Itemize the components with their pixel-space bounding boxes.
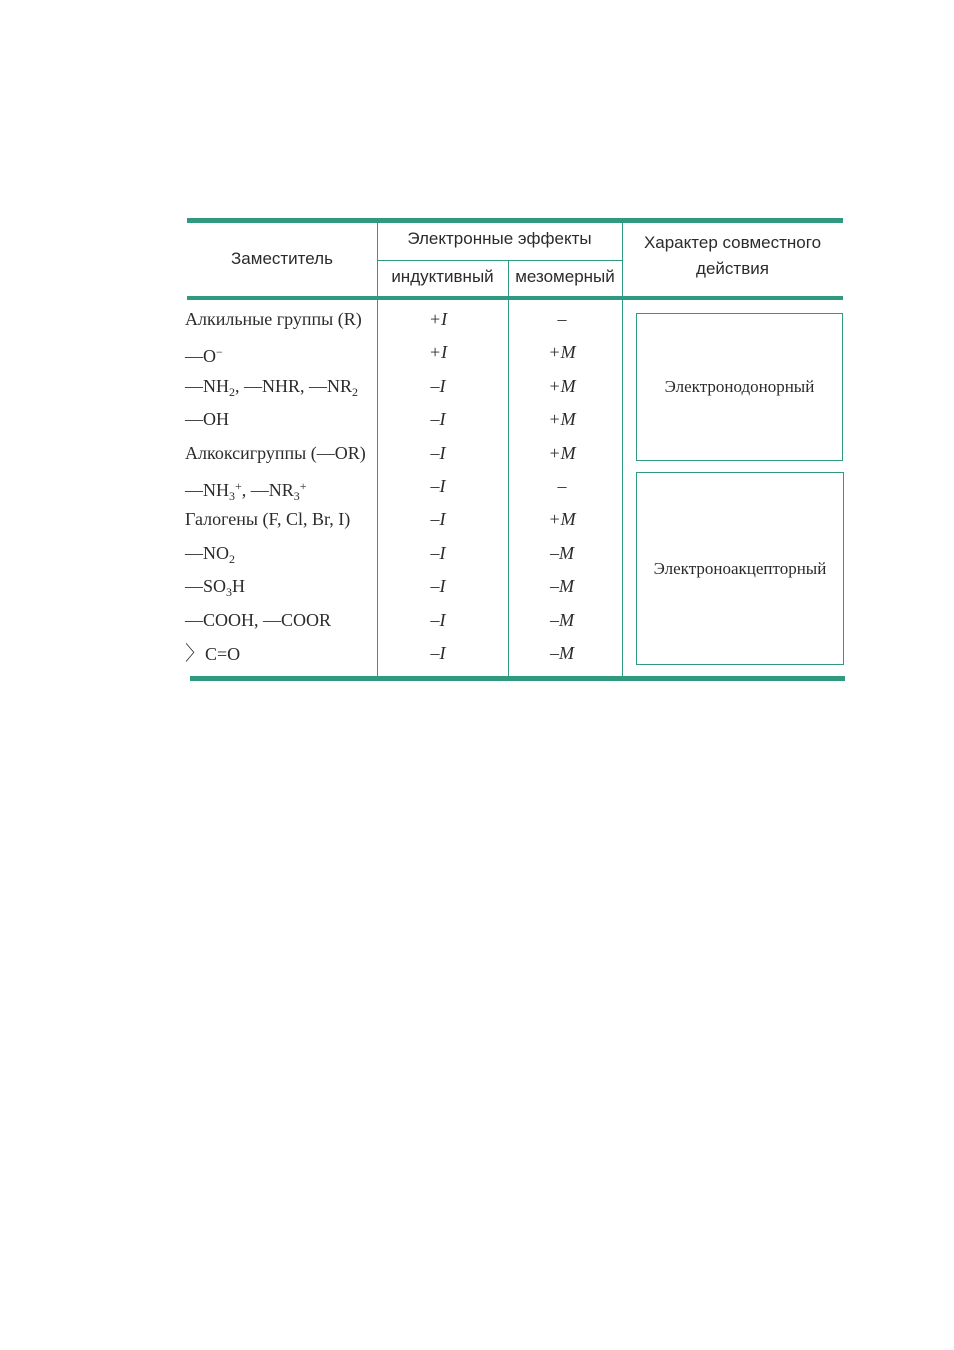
substituent-cell [185, 440, 380, 466]
acceptor-group-box [636, 472, 844, 665]
substituent-cell [185, 306, 380, 332]
substituent-cell [185, 573, 380, 599]
col-divider-3 [622, 223, 623, 678]
substituent-text: 2 [229, 384, 235, 399]
substituent-text: —NO [185, 542, 229, 563]
mesomeric-cell: +M [548, 409, 576, 430]
mesomeric-cell: +M [548, 375, 576, 396]
inductive-cell: –I [430, 509, 446, 530]
substituent-text: —NH [185, 480, 229, 500]
bottom-rule [190, 676, 845, 681]
substituent-text: + [235, 479, 242, 493]
substituent-text: 3 [226, 585, 233, 600]
header-combined-line2: действия [696, 259, 769, 278]
mesomeric-cell: –M [550, 542, 574, 563]
inductive-cell: +I [428, 309, 448, 329]
substituent-text: , —NHR, —NR [235, 375, 353, 396]
header-bottom-rule [187, 296, 843, 300]
substituent-text: 3 [229, 489, 235, 503]
top-rule [187, 218, 843, 223]
mesomeric-cell: +M [548, 509, 576, 530]
mesomeric-cell: –M [550, 576, 574, 597]
effects-divider [377, 260, 622, 261]
mesomeric-cell: +M [548, 342, 576, 363]
substituent-cell [185, 640, 380, 666]
substituent-text: Алкоксигруппы (—OR) [185, 442, 366, 463]
mesomeric-cell: –M [550, 609, 574, 630]
substituent-text: H [232, 576, 246, 597]
substituent-text: Галогены (F, Cl, Br, I) [185, 509, 351, 530]
substituent-cell [185, 373, 380, 399]
donor-label: Электронодонорный [664, 377, 815, 396]
header-electronic-effects: Электронные эффекты [407, 229, 592, 248]
substituent-text: —OH [185, 409, 229, 430]
carbonyl-bracket: 〉 [185, 641, 205, 665]
mesomeric-cell: – [557, 476, 567, 496]
substituent-text: C=O [205, 644, 241, 664]
inductive-cell: –I [430, 409, 446, 430]
header-substituent: Заместитель [231, 249, 333, 268]
substituent-text: —NH [185, 375, 229, 396]
inductive-cell: –I [430, 643, 446, 663]
substituent-text: 2 [229, 551, 235, 566]
substituent-text: + [299, 479, 307, 493]
header-combined-line1: Характер совместного [643, 233, 822, 252]
substituent-cell [185, 473, 380, 503]
substituent-text: —SO [185, 576, 227, 597]
inductive-cell: –I [430, 476, 446, 496]
substituent-text: , —NR [241, 480, 294, 500]
mesomeric-cell: –M [550, 643, 574, 663]
substituent-cell [185, 339, 380, 365]
substituent-text: 3 [293, 489, 300, 503]
substituent-text: —COOH, —COOR [185, 609, 332, 630]
header-inductive: индуктивный [391, 267, 494, 286]
donor-group-box [636, 313, 843, 461]
substituent-text: − [216, 345, 223, 360]
acceptor-label: Электроноакцепторный [653, 558, 827, 578]
inductive-cell: –I [430, 542, 446, 563]
inductive-cell: –I [430, 609, 446, 630]
substituent-text: —O [185, 346, 216, 367]
mesomeric-cell: – [557, 309, 567, 329]
inductive-cell: +I [428, 342, 448, 363]
inductive-cell: –I [430, 576, 446, 597]
substituent-text: 2 [352, 384, 359, 399]
inductive-cell: –I [430, 375, 446, 396]
substituent-cell [185, 406, 380, 432]
substituent-cell [185, 540, 380, 566]
header-mesomeric: мезомерный [515, 267, 615, 286]
substituent-text: Алкильные группы (R) [185, 309, 362, 329]
inductive-cell: –I [430, 442, 446, 463]
mesomeric-cell: +M [548, 442, 576, 463]
substituent-cell [185, 607, 380, 633]
substituent-cell [185, 506, 380, 532]
